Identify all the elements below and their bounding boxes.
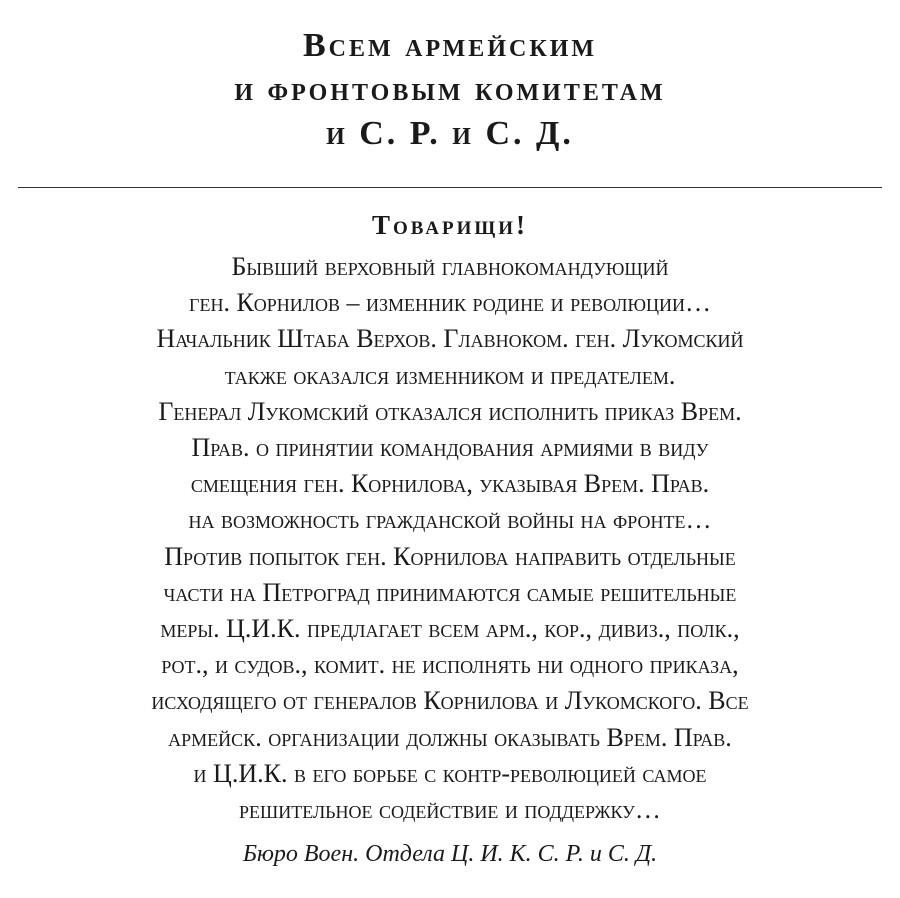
body-line: Начальник Штаба Верхов. Главноком. ген. Лукомский (156, 324, 744, 354)
body-line: на возможность гражданской войны на фронте… (188, 505, 712, 535)
title-line-1: Всем армейским (302, 27, 598, 64)
body-line: Генерал Лукомский отказался исполнить приказ Врем. (158, 396, 742, 426)
body-line: ген. Корнилов – изменник родине и революции… (189, 288, 711, 318)
body-line: исходящего от генералов Корнилова и Лукомского. Все (151, 686, 749, 716)
body-line: Против попыток ген. Корнилова направить отдельные (164, 541, 736, 571)
body-line: смещения ген. Корнилова, указывая Врем. Прав. (190, 469, 710, 499)
title-line-3: и С. Р. и С. Д. (326, 115, 574, 152)
title-line-2: и фронтовым комитетам (234, 71, 666, 108)
greeting-heading: Товарищи! (371, 210, 528, 240)
divider-rule (18, 187, 882, 188)
body-line: также оказался изменником и предателем. (224, 360, 676, 390)
body-line: и Ц.И.К. в его борьбе с контр-революцией самое (193, 758, 707, 788)
leaflet-title (0, 24, 900, 156)
body-line: Бывший верховный главнокомандующий (231, 252, 669, 281)
body-line: Прав. о принятии командования армиями в виду (191, 433, 709, 463)
body-line: рот., и судов., комит. не исполнять ни одного приказа, (161, 650, 739, 680)
body-line: армейск. организации должны оказывать Врем. Прав. (168, 722, 732, 752)
appeal-body (20, 249, 880, 828)
body-line: решительное содействие и поддержку… (239, 795, 661, 825)
body-line: части на Петроград принимаются самые решительные (163, 577, 737, 607)
body-line: меры. Ц.И.К. предлагает всем арм., кор., дивиз., полк., (160, 614, 740, 644)
signature: Бюро Воен. Отдела Ц. И. К. С. Р. и С. Д. (242, 841, 658, 867)
